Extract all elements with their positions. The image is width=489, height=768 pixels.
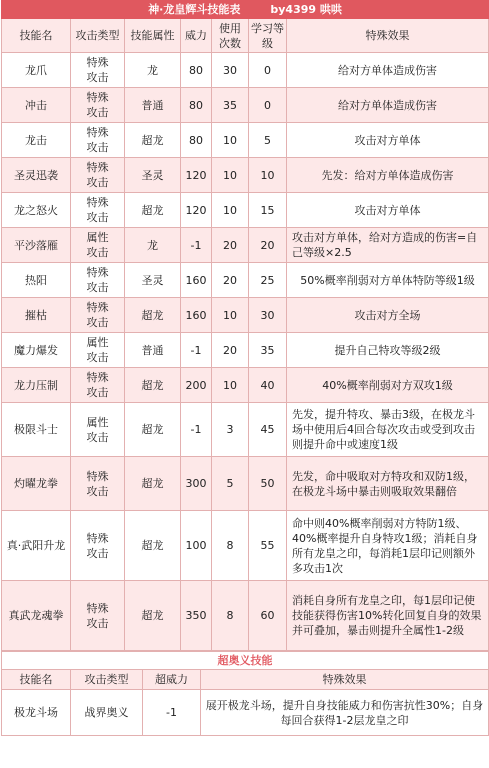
cell-level: 10 [249,158,287,193]
cell-level: 25 [249,263,287,298]
super-skill-table [1,651,489,736]
cell-uses: 10 [212,158,249,193]
cell-power: -1 [181,228,212,263]
cell-attr: 超龙 [125,581,181,651]
cell-level: 0 [249,88,287,123]
cell-power: -1 [181,333,212,368]
table-row [2,403,489,457]
cell-type: 特殊攻击 [71,457,125,511]
cell-name: 摧枯 [2,298,71,333]
section-title: 超奥义技能 [2,652,489,670]
cell-attr: 龙 [125,228,181,263]
table-author: by4399 哄哄 [270,3,342,16]
cell-uses: 8 [212,581,249,651]
table-row [2,333,489,368]
cell-attr: 超龙 [125,511,181,581]
table-row [2,158,489,193]
section-row-effect: 展开极龙斗场，提升自身技能威力和伤害抗性30%；自身每回合获得1-2层龙皇之印 [201,690,489,736]
cell-effect: 先发，提升特攻、暴击3级，在极龙斗场中使用后4回合每次攻击或受到攻击则提升命中或速度1级 [287,403,489,457]
cell-level: 40 [249,368,287,403]
cell-name: 龙力压制 [2,368,71,403]
cell-uses: 20 [212,228,249,263]
cell-attr: 圣灵 [125,263,181,298]
cell-effect: 提升自己特攻等级2级 [287,333,489,368]
cell-effect: 40%概率削弱对方双攻1级 [287,368,489,403]
cell-power: 160 [181,298,212,333]
cell-level: 30 [249,298,287,333]
cell-uses: 20 [212,333,249,368]
table-row [2,457,489,511]
cell-effect: 消耗自身所有龙皇之印，每1层印记使技能获得伤害10%转化回复自身的效果并可叠加，暴击则提升全属性1-2级 [287,581,489,651]
cell-level: 5 [249,123,287,158]
cell-effect: 攻击对方单体 [287,123,489,158]
cell-uses: 5 [212,457,249,511]
cell-level: 15 [249,193,287,228]
header-level: 学习等级 [249,19,287,53]
table-row [2,193,489,228]
cell-power: 80 [181,53,212,88]
cell-uses: 10 [212,368,249,403]
cell-effect: 给对方单体造成伤害 [287,53,489,88]
header-type: 攻击类型 [71,19,125,53]
section-row-power: -1 [143,690,201,736]
cell-attr: 普通 [125,88,181,123]
cell-attr: 超龙 [125,298,181,333]
cell-name: 真武龙魂拳 [2,581,71,651]
cell-type: 特殊攻击 [71,158,125,193]
header-name: 技能名 [2,19,71,53]
cell-uses: 35 [212,88,249,123]
cell-name: 极限斗士 [2,403,71,457]
cell-attr: 超龙 [125,403,181,457]
table-row [2,368,489,403]
cell-power: 80 [181,123,212,158]
cell-power: 100 [181,511,212,581]
cell-effect: 攻击对方单体，给对方造成的伤害=自己等级×2.5 [287,228,489,263]
cell-uses: 30 [212,53,249,88]
cell-name: 龙爪 [2,53,71,88]
cell-attr: 龙 [125,53,181,88]
cell-effect: 攻击对方全场 [287,298,489,333]
cell-effect: 先发：给对方单体造成伤害 [287,158,489,193]
cell-power: 200 [181,368,212,403]
cell-attr: 超龙 [125,123,181,158]
cell-attr: 超龙 [125,368,181,403]
cell-level: 20 [249,228,287,263]
table-row [2,298,489,333]
cell-power: 80 [181,88,212,123]
cell-name: 圣灵迅袭 [2,158,71,193]
cell-effect: 攻击对方单体 [287,193,489,228]
cell-name: 真·武阳升龙 [2,511,71,581]
cell-name: 灼曜龙拳 [2,457,71,511]
section-header-type: 攻击类型 [71,670,143,690]
table-title-cell [2,1,489,19]
cell-type: 特殊攻击 [71,368,125,403]
cell-power: 350 [181,581,212,651]
cell-power: 120 [181,158,212,193]
cell-attr: 超龙 [125,193,181,228]
skill-table [1,0,489,651]
table-row [2,123,489,158]
cell-power: 160 [181,263,212,298]
cell-level: 45 [249,403,287,457]
cell-level: 50 [249,457,287,511]
cell-uses: 3 [212,403,249,457]
header-uses: 使用次数 [212,19,249,53]
cell-effect: 命中则40%概率削弱对方特防1级、40%概率提升自身特攻1级；消耗自身所有龙皇之印，每消耗1层印记则额外多攻击1次 [287,511,489,581]
section-row [2,690,489,736]
cell-name: 龙击 [2,123,71,158]
cell-type: 特殊攻击 [71,88,125,123]
table-row [2,581,489,651]
cell-type: 特殊攻击 [71,123,125,158]
cell-name: 冲击 [2,88,71,123]
cell-type: 属性攻击 [71,228,125,263]
table-row [2,263,489,298]
cell-level: 60 [249,581,287,651]
cell-type: 特殊攻击 [71,298,125,333]
cell-effect: 先发，命中吸取对方特攻和双防1级，在极龙斗场中暴击则吸取效果翻倍 [287,457,489,511]
section-header-name: 技能名 [2,670,71,690]
table-row [2,228,489,263]
table-header-row [2,19,489,53]
cell-uses: 10 [212,193,249,228]
cell-level: 55 [249,511,287,581]
cell-type: 特殊攻击 [71,581,125,651]
cell-attr: 普通 [125,333,181,368]
header-power: 威力 [181,19,212,53]
cell-name: 龙之怒火 [2,193,71,228]
section-row-name: 极龙斗场 [2,690,71,736]
cell-level: 35 [249,333,287,368]
cell-power: -1 [181,403,212,457]
cell-uses: 8 [212,511,249,581]
cell-type: 特殊攻击 [71,193,125,228]
table-row [2,88,489,123]
header-attr: 技能属性 [125,19,181,53]
cell-attr: 超龙 [125,457,181,511]
section-header-power: 超威力 [143,670,201,690]
section-header-row [2,670,489,690]
cell-power: 300 [181,457,212,511]
cell-power: 120 [181,193,212,228]
cell-name: 热阳 [2,263,71,298]
cell-uses: 20 [212,263,249,298]
cell-name: 魔力爆发 [2,333,71,368]
cell-effect: 50%概率削弱对方单体特防等级1级 [287,263,489,298]
cell-uses: 10 [212,123,249,158]
cell-level: 0 [249,53,287,88]
table-title-row [2,1,489,19]
table-title: 神·龙皇辉斗技能表 [148,3,241,16]
cell-name: 平沙落雁 [2,228,71,263]
cell-type: 特殊攻击 [71,53,125,88]
section-title-row [2,652,489,670]
cell-type: 特殊攻击 [71,511,125,581]
cell-type: 特殊攻击 [71,263,125,298]
header-effect: 特殊效果 [287,19,489,53]
table-row [2,53,489,88]
cell-attr: 圣灵 [125,158,181,193]
section-row-type: 战界奥义 [71,690,143,736]
cell-type: 属性攻击 [71,403,125,457]
cell-uses: 10 [212,298,249,333]
cell-effect: 给对方单体造成伤害 [287,88,489,123]
cell-type: 属性攻击 [71,333,125,368]
section-header-effect: 特殊效果 [201,670,489,690]
table-row [2,511,489,581]
